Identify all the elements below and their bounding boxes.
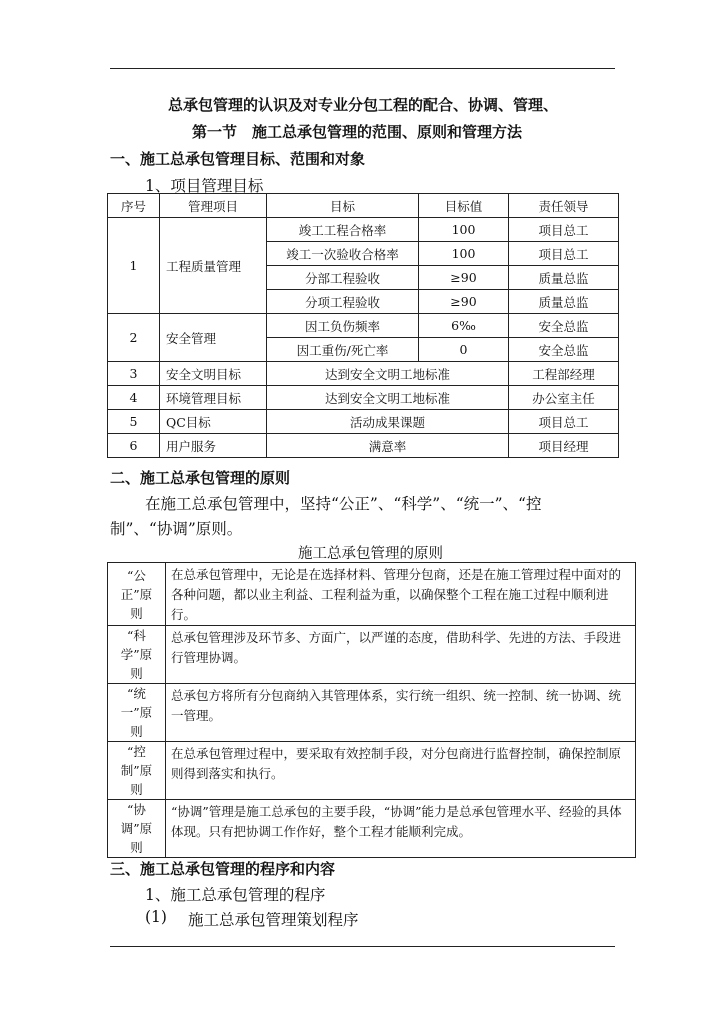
document-title-line2: 第一节 施工总承包管理的范围、原则和管理方法 — [192, 123, 523, 141]
responsible-leader: 项目经理 — [509, 434, 619, 458]
responsible-leader: 项目总工 — [509, 410, 619, 434]
target-value: 100 — [419, 218, 509, 242]
responsible-leader: 安全总监 — [509, 338, 619, 362]
row-number: 2 — [108, 314, 160, 362]
responsible-leader: 质量总监 — [509, 290, 619, 314]
management-item: 环境管理目标 — [160, 386, 267, 410]
target-cell: 达到安全文明工地标准 — [267, 386, 509, 410]
principle-row — [108, 626, 636, 684]
principle-description: 总承包管理涉及环节多、方面广，以严谨的态度，借助科学、先进的方法、手段进行管理协调。 — [166, 626, 636, 684]
management-item: 安全管理 — [160, 314, 267, 362]
header-cell: 责任领导 — [509, 194, 619, 218]
principle-row — [108, 684, 636, 742]
table-row — [108, 434, 619, 458]
section-2-heading: 二、施工总承包管理的原则 — [110, 469, 291, 487]
table2-caption: 施工总承包管理的原则 — [298, 546, 443, 562]
header-rule — [110, 68, 615, 69]
responsible-leader: 安全总监 — [509, 314, 619, 338]
header-cell: 序号 — [108, 194, 160, 218]
target-cell: 活动成果课题 — [267, 410, 509, 434]
principle-description: 在总承包管理过程中，要采取有效控制手段，对分包商进行监督控制，确保控制原则得到落实和执行。 — [166, 742, 636, 800]
principle-description: 总承包方将所有分包商纳入其管理体系，实行统一组织、统一控制、统一协调、统一管理。 — [166, 684, 636, 742]
principle-name: “控 制”原 则 — [108, 742, 166, 800]
responsible-leader: 办公室主任 — [509, 386, 619, 410]
target-cell: 竣工工程合格率 — [267, 218, 419, 242]
target-value: ≥90 — [419, 266, 509, 290]
table-row — [108, 410, 619, 434]
header-cell: 管理项目 — [160, 194, 267, 218]
target-cell: 竣工一次验收合格率 — [267, 242, 419, 266]
target-cell: 因工重伤/死亡率 — [267, 338, 419, 362]
table-row — [108, 362, 619, 386]
header-cell: 目标值 — [419, 194, 509, 218]
principle-name: “公 正”原 则 — [108, 563, 166, 626]
target-value: 0 — [419, 338, 509, 362]
principle-name: “统 一”原 则 — [108, 684, 166, 742]
management-item: 工程质量管理 — [160, 218, 267, 314]
subsection-1-heading: 1、项目管理目标 — [145, 177, 264, 195]
principle-row — [108, 800, 636, 858]
principles-paragraph-line1: 在施工总承包管理中，坚持“公正”、“科学”、“统一”、“控 — [145, 495, 542, 513]
document-title-line1: 总承包管理的认识及对专业分包工程的配合、协调、管理、 — [168, 96, 559, 114]
target-value: 100 — [419, 242, 509, 266]
principle-row — [108, 742, 636, 800]
principle-description: 在总承包管理中，无论是在选择材料、管理分包商，还是在施工管理过程中面对的各种问题，都以业主利益、工程利益为重，以确保整个工程在施工过程中顺利进行。 — [166, 563, 636, 626]
principle-description: “协调”管理是施工总承包的主要手段，“协调”能力是总承包管理水平、经验的具体体现。只有把协调工作作好，整个工程才能顺利完成。 — [166, 800, 636, 858]
row-number: 3 — [108, 362, 160, 386]
responsible-leader: 质量总监 — [509, 266, 619, 290]
subsection-3-1-heading: 施工总承包管理策划程序 — [188, 911, 359, 929]
row-number: 5 — [108, 410, 160, 434]
management-item: 用户服务 — [160, 434, 267, 458]
principles-paragraph-line2: 制”、“协调”原则。 — [110, 520, 243, 538]
row-number: 1 — [108, 218, 160, 314]
target-cell: 因工负伤频率 — [267, 314, 419, 338]
responsible-leader: 项目总工 — [509, 242, 619, 266]
management-item: QC目标 — [160, 410, 267, 434]
row-number: 6 — [108, 434, 160, 458]
subsection-3-heading: 1、施工总承包管理的程序 — [145, 886, 326, 904]
management-item: 安全文明目标 — [160, 362, 267, 386]
principles-table — [107, 562, 636, 858]
table-row — [108, 386, 619, 410]
principle-name: “科 学”原 则 — [108, 626, 166, 684]
responsible-leader: 工程部经理 — [509, 362, 619, 386]
management-targets-table — [107, 193, 619, 458]
header-cell: 目标 — [267, 194, 419, 218]
target-value: ≥90 — [419, 290, 509, 314]
table-row — [108, 314, 619, 338]
section-1-heading: 一、施工总承包管理目标、范围和对象 — [110, 150, 366, 168]
target-cell: 分项工程验收 — [267, 290, 419, 314]
target-value: 6‰ — [419, 314, 509, 338]
footer-rule — [110, 946, 615, 947]
principle-name: “协 调”原 则 — [108, 800, 166, 858]
principle-row — [108, 563, 636, 626]
target-cell: 达到安全文明工地标准 — [267, 362, 509, 386]
subsection-3-1-number: (1) — [145, 908, 167, 926]
table-header-row — [108, 194, 619, 218]
responsible-leader: 项目总工 — [509, 218, 619, 242]
section-3-heading: 三、施工总承包管理的程序和内容 — [110, 860, 336, 878]
table-row — [108, 218, 619, 242]
target-cell: 分部工程验收 — [267, 266, 419, 290]
target-cell: 满意率 — [267, 434, 509, 458]
row-number: 4 — [108, 386, 160, 410]
